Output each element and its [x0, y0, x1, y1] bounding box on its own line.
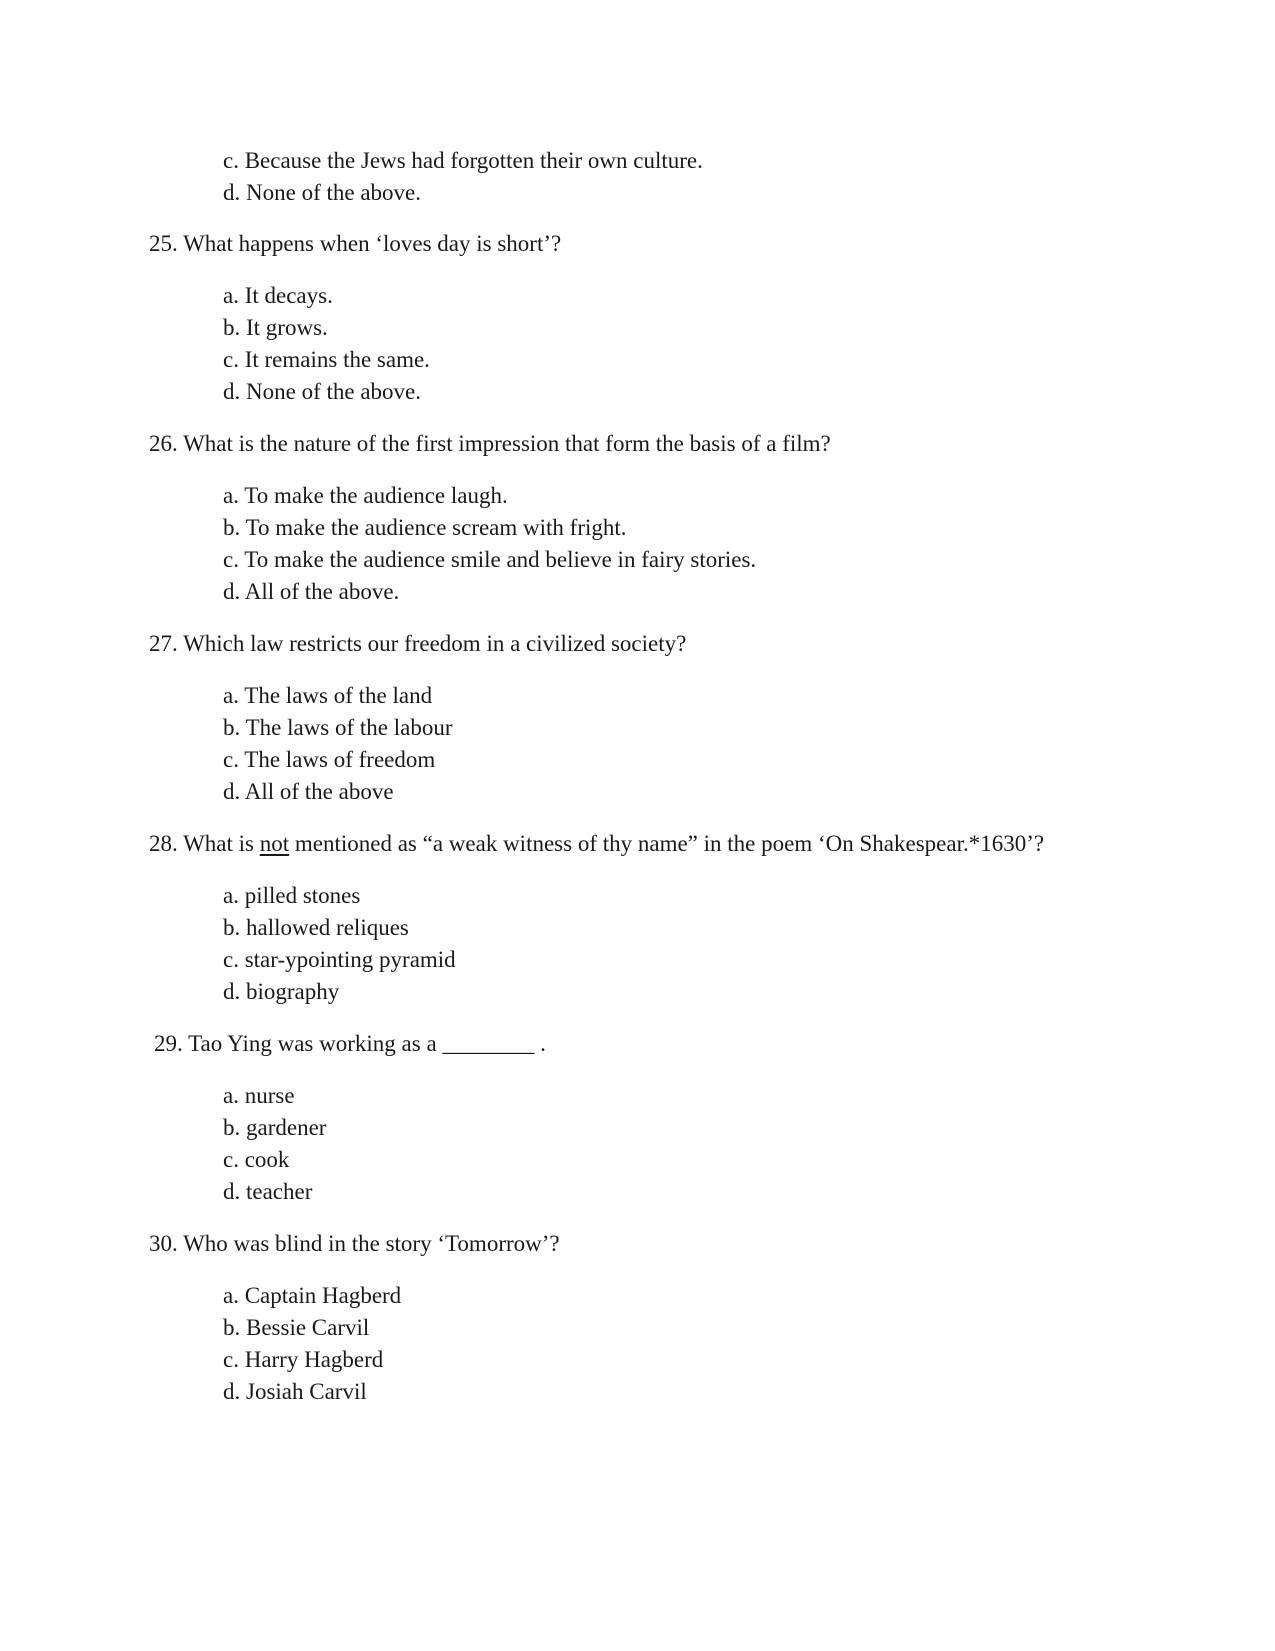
question-28-option-b: b. hallowed reliques — [223, 915, 409, 940]
question-28-text-before: 28. What is — [149, 831, 260, 856]
question-25-option-a: a. It decays. — [223, 283, 333, 308]
question-28-underlined-word: not — [259, 831, 290, 856]
question-26: 26. What is the nature of the first impression that form the basis of a film? — [149, 431, 831, 456]
question-25-option-b: b. It grows. — [223, 315, 328, 340]
question-30-option-a: a. Captain Hagberd — [223, 1283, 402, 1308]
question-27-option-a: a. The laws of the land — [223, 683, 433, 708]
question-25-option-d: d. None of the above. — [223, 379, 421, 404]
question-28-option-c: c. star-ypointing pyramid — [223, 947, 456, 972]
question-26-option-a: a. To make the audience laugh. — [223, 483, 508, 508]
question-28-text-after: mentioned as “a weak witness of thy name” in the poem ‘On Shakespear.*1630’? — [289, 831, 1045, 856]
question-30-option-c: c. Harry Hagberd — [223, 1347, 384, 1372]
question-27-option-b: b. The laws of the labour — [223, 715, 453, 740]
carryover-option-d: d. None of the above. — [223, 180, 421, 205]
question-30-option-d: d. Josiah Carvil — [223, 1379, 367, 1404]
carryover-option-c: c. Because the Jews had forgotten their own culture. — [223, 148, 703, 173]
question-26-option-d: d. All of the above. — [223, 579, 400, 604]
question-27: 27. Which law restricts our freedom in a civilized society? — [149, 631, 687, 656]
question-29-option-d: d. teacher — [223, 1179, 313, 1204]
question-27-option-c: c. The laws of freedom — [223, 747, 436, 772]
question-25-option-c: c. It remains the same. — [223, 347, 430, 372]
question-27-option-d: d. All of the above — [223, 779, 394, 804]
question-30-option-b: b. Bessie Carvil — [223, 1315, 370, 1340]
question-26-option-c: c. To make the audience smile and believe in fairy stories. — [223, 547, 757, 572]
question-28-option-d: d. biography — [223, 979, 340, 1004]
question-28-option-a: a. pilled stones — [223, 883, 361, 908]
question-25: 25. What happens when ‘loves day is short’? — [149, 231, 562, 256]
question-29: 29. Tao Ying was working as a ________ . — [154, 1031, 546, 1056]
question-26-option-b: b. To make the audience scream with fright. — [223, 515, 627, 540]
question-29-option-b: b. gardener — [223, 1115, 327, 1140]
question-29-option-a: a. nurse — [223, 1083, 295, 1108]
question-30: 30. Who was blind in the story ‘Tomorrow’? — [149, 1231, 560, 1256]
question-28 — [149, 832, 1044, 855]
question-29-option-c: c. cook — [223, 1147, 290, 1172]
